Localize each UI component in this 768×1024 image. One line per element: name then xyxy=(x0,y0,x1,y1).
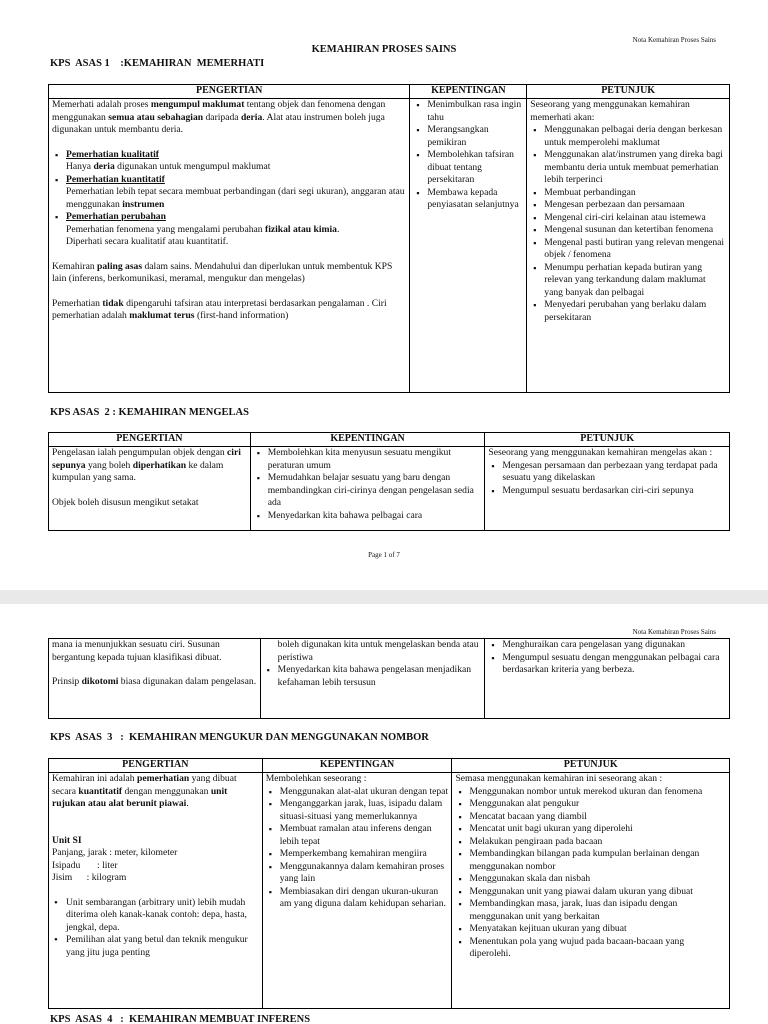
list-item: ▪ Pemerhatian perubahan Pemerhatian fenomena yang mengalami perubahan fizikal atau kimia. Diperhati secara kualitatif atau kuantitatif. xyxy=(52,211,406,249)
list-item: ▪ Membawa kepada penyiasatan selanjutnya xyxy=(413,187,523,212)
list-item: ▪ Menggunakan alat/instrumen yang direka bagi membantu deria untuk membuat pemerhatian lebih terperinci xyxy=(530,149,726,187)
list-item: ▪ Menyedarkan kita bahawa pelbagai cara xyxy=(254,510,482,523)
kps2-cont-petunjuk xyxy=(485,639,730,719)
kps3-kepentingan xyxy=(262,773,452,1009)
list-item: ▪ Mencatat bacaan yang diambil xyxy=(455,811,726,824)
unit-si-row: Isipadu : liter xyxy=(52,859,118,871)
document-title: KEMAHIRAN PROSES SAINS xyxy=(311,44,457,55)
list-item: ▪ Menggunakan skala dan nisbah xyxy=(455,873,726,886)
kepentingan-intro: Membolehkan seseorang : xyxy=(265,773,367,784)
list-item: ▪ Menganggarkan jarak, luas, isipadu dalam situasi-situasi yang memerlukannya xyxy=(266,798,449,823)
kps1-pengertian xyxy=(49,99,410,393)
col-pengertian: PENGERTIAN xyxy=(49,759,263,773)
kps2-kepentingan xyxy=(250,447,485,531)
kps2-paragraph-2: Objek boleh disusun mengikut setakat xyxy=(52,496,199,508)
kps1-table xyxy=(48,84,730,393)
unit-si-row: Panjang, jarak : meter, kilometer xyxy=(52,847,178,858)
list-item: ▪ Menggunakan unit yang piawai dalam ukuran yang dibuat xyxy=(455,886,726,899)
kps1-petunjuk xyxy=(527,99,730,393)
list-item: ▪ Melakukan pengiraan pada bacaan xyxy=(455,836,726,849)
kps2-paragraph-1: Pengelasan ialah pengumpulan objek dengan ciri sepunya yang boleh diperhatikan ke dalam kumpulan yang sama. xyxy=(52,447,241,483)
list-item: ▪ Memudahkan belajar sesuatu yang baru dengan membandingkan ciri-cirinya dengan pengelasan sedia ada xyxy=(254,472,482,510)
list-item: ▪ Membolehkan kita menyusun sesuatu mengikut peraturan umum xyxy=(254,447,482,472)
col-kepentingan: KEPENTINGAN xyxy=(262,759,452,773)
kps3-table xyxy=(48,758,730,1009)
list-item: ▪ Menggunakan alat pengukur xyxy=(455,798,726,811)
list-item: ▪ Memperkembang kemahiran mengiira xyxy=(266,848,449,861)
list-item: ▪ Mengumpul sesuatu dengan menggunakan pelbagai cara berdasarkan kriteria yang berbeza. xyxy=(488,652,726,677)
list-item: ▪ Merangsangkan pemikiran xyxy=(413,124,523,149)
unit-si-row: Jisim : kilogram xyxy=(52,872,127,883)
kps3-petunjuk xyxy=(452,773,730,1009)
kps2-heading: KPS ASAS 2 : KEMAHIRAN MENGELAS xyxy=(50,407,249,418)
page-footer: Page 1 of 7 xyxy=(368,551,400,559)
col-pengertian: PENGERTIAN xyxy=(49,85,410,99)
kps1-intro: Memerhati adalah proses mengumpul maklumat tentang objek dan fenomena dengan menggunakan semua atau sebahagian daripada deria. Alat atau instrumen boleh juga digunakan untuk membantu deria. xyxy=(52,99,386,135)
col-pengertian: PENGERTIAN xyxy=(49,433,251,447)
col-kepentingan: KEPENTINGAN xyxy=(250,433,485,447)
header-note: Nota Kemahiran Proses Sains xyxy=(632,628,716,636)
list-item: ▪ Mengenal pasti butiran yang relevan mengenai objek / fenomena xyxy=(530,237,726,262)
kps2-petunjuk xyxy=(485,447,730,531)
col-kepentingan: KEPENTINGAN xyxy=(410,85,527,99)
kps2-pengertian xyxy=(49,447,251,531)
kps4-heading: KPS ASAS 4 : KEMAHIRAN MEMBUAT INFERENS xyxy=(50,1014,311,1024)
list-item: ▪ Menyedari perubahan yang berlaku dalam persekitaran xyxy=(530,299,726,324)
list-item: ▪ Menggunakan pelbagai deria dengan berkesan untuk memperolehi maklumat xyxy=(530,124,726,149)
list-item: ▪ Menggunakan alat-alat ukuran dengan tepat xyxy=(266,786,449,799)
list-item: ▪ Mengesan persamaan dan perbezaan yang terdapat pada sesuatu yang dikelaskan xyxy=(488,460,726,485)
kps1-paragraph-2: Kemahiran paling asas dalam sains. Mendahului dan diperlukan untuk membentuk KPS lain (inferens, berkomunikasi, meramal, mengukur dan mengelas) xyxy=(52,260,393,284)
list-item: ▪ Mengumpul sesuatu berdasarkan ciri-ciri sepunya xyxy=(488,485,726,498)
kps2-cont-kepentingan xyxy=(260,639,485,719)
petunjuk-intro: Seseorang yang menggunakan kemahiran memerhati akan: xyxy=(530,99,690,123)
list-item: ▪ Menimbulkan rasa ingin tahu xyxy=(413,99,523,124)
kepentingan-continued: boleh digunakan kita untuk mengelaskan benda atau peristiwa xyxy=(277,639,479,663)
kps3-heading: KPS ASAS 3 : KEMAHIRAN MENGUKUR DAN MENGGUNAKAN NOMBOR xyxy=(50,732,429,743)
list-item: ▪ Menyedarkan kita bahawa pengelasan menjadikan kefahaman lebih tersusun xyxy=(264,664,482,689)
kps1-kepentingan xyxy=(410,99,527,393)
petunjuk-intro: Semasa menggunakan kemahiran ini seseorang akan : xyxy=(455,773,663,784)
kps1-types-list xyxy=(52,149,406,249)
unit-si-title: Unit SI xyxy=(52,834,82,846)
list-item: ▪ Menentukan pola yang wujud pada bacaan-bacaan yang diperolehi. xyxy=(455,936,726,961)
kps3-pengertian xyxy=(49,773,263,1009)
list-item: ▪ Pemerhatian kuantitatif Pemerhatian lebih tepat secara membuat perbandingan (dari segi ukuran), anggaran atau menggunakan instrumen xyxy=(52,174,406,212)
kps2-continued-table xyxy=(48,638,730,719)
list-item: ▪ Mengenal susunan dan ketertiban fenomena xyxy=(530,224,726,237)
list-item: ▪ Membuat perbandingan xyxy=(530,187,726,200)
col-petunjuk: PETUNJUK xyxy=(527,85,730,99)
kps1-paragraph-3: Pemerhatian tidak dipengaruhi tafsiran atau interpretasi berdasarkan pengalaman . Ciri pemerhatian adalah maklumat terus (first-hand information) xyxy=(52,297,387,321)
page-2 xyxy=(0,604,768,1024)
kps2-cont-paragraph-1: mana ia menunjukkan sesuatu ciri. Susunan bergantung kepada tujuan klasifikasi dibuat. xyxy=(52,639,222,663)
kps2-cont-pengertian xyxy=(49,639,261,719)
list-item: ▪ Membolehkan tafsiran dibuat tentang persekitaran xyxy=(413,149,523,187)
list-item: ▪ Mengesan perbezaan dan persamaan xyxy=(530,199,726,212)
list-item: ▪ Menghuraikan cara pengelasan yang digunakan xyxy=(488,639,726,652)
list-item: ▪ Membiasakan diri dengan ukuran-ukuran am yang diguna dalam kehidupan seharian. xyxy=(266,886,449,911)
kps2-cont-paragraph-2: Prinsip dikotomi biasa digunakan dalam pengelasan. xyxy=(52,676,257,687)
list-item: ▪ Mengenal ciri-ciri kelainan atau istemewa xyxy=(530,212,726,225)
col-petunjuk: PETUNJUK xyxy=(485,433,730,447)
list-item: ▪ Membandingkan bilangan pada kumpulan berlainan dengan menggunakan nombor xyxy=(455,848,726,873)
list-item: ▪ Mencatat unit bagi ukuran yang diperolehi xyxy=(455,823,726,836)
list-item: ▪ Pemerhatian kualitatif Hanya deria digunakan untuk mengumpul maklumat xyxy=(52,149,406,174)
list-item: ▪ Menumpu perhatian kepada butiran yang relevan yang terkandung dalam maklumat yang banyak dan pelbagai xyxy=(530,262,726,300)
kps2-table xyxy=(48,432,730,531)
list-item: ▪ Membandingkan masa, jarak, luas dan isipadu dengan menggunakan unit yang berkaitan xyxy=(455,898,726,923)
header-note: Nota Kemahiran Proses Sains xyxy=(632,36,716,44)
list-item: ▪ Menggunakannya dalam kemahiran proses yang lain xyxy=(266,861,449,886)
petunjuk-intro: Seseorang yang menggunakan kemahiran mengelas akan : xyxy=(488,447,713,458)
kps3-paragraph-1: Kemahiran ini adalah pemerhatian yang dibuat secara kuantitatif dengan menggunakan unit rujukan atau alat berunit piawai. xyxy=(52,773,237,809)
list-item: • Pemilihan alat yang betul dan teknik mengukur yang jitu juga penting xyxy=(52,934,259,959)
list-item: • Unit sembarangan (arbitrary unit) lebih mudah diterima oleh kanak-kanak contoh: depa, hasta, jengkal, depa. xyxy=(52,897,259,935)
kps1-heading: KPS ASAS 1 :KEMAHIRAN MEMERHATI xyxy=(50,58,265,69)
list-item: ▪ Menyatakan kejituan ukuran yang dibuat xyxy=(455,923,726,936)
list-item: ▪ Menggunakan nombor untuk merekod ukuran dan fenomena xyxy=(455,786,726,799)
col-petunjuk: PETUNJUK xyxy=(452,759,730,773)
list-item: ▪ Membuat ramalan atau inferens dengan lebih tepat xyxy=(266,823,449,848)
